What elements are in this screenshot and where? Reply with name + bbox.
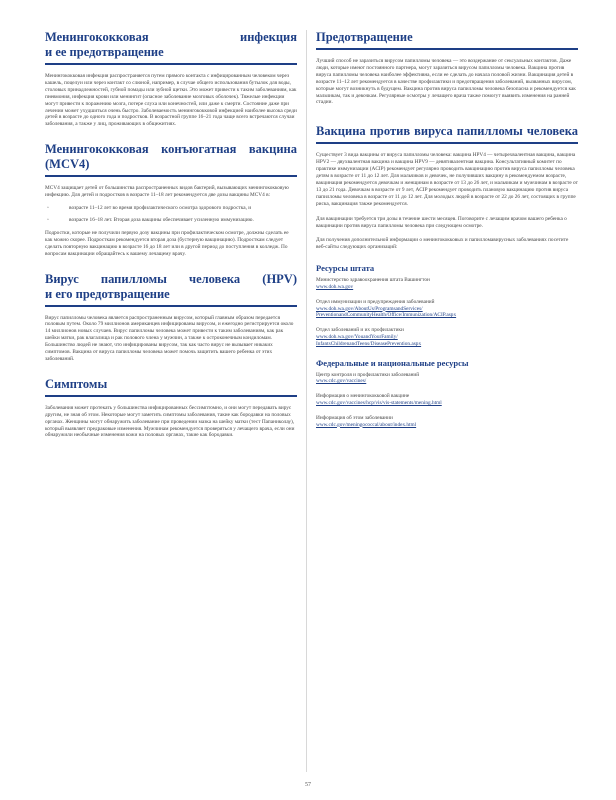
right-column bbox=[316, 30, 578, 438]
resource-link[interactable]: www.doh.wa.gov/AboutUs/ProgramsandServices/ bbox=[316, 305, 423, 312]
resource-label: Информация о менингококковой вакцине bbox=[316, 393, 410, 400]
hpv-title-line1: Вирус папилломы человека (HPV) bbox=[45, 271, 297, 286]
resource-link[interactable]: www.doh.wa.gov/YouandYourFamily/ bbox=[316, 334, 398, 340]
hpv-title-line2: и его предотвращение bbox=[45, 286, 170, 301]
hpv-heading bbox=[45, 272, 297, 307]
symptoms-text: Заболевания может протекать у большинства инфицированных бессимптомно, и они могут передавать вирус другим, не зная об этом. Некоторые могут заметить симптомы заболевания, такие как бородавки на половых органах. Женщины могут обнаружить заболевание при проведении мазка на шейку матки (тест Папаниколау), который выявляет предраковые изменения. Мужчинам рекомендуется проверяться у лечащего врача, если они обнаружили необычные изменения кожи на половых органах, такие как бородавки. bbox=[45, 404, 295, 439]
prevention-text: Лучший способ не заразиться вирусом папилломы человека — это воздержание от сексуальных контактов. Даже люди, которые имеют постоянного партнера, могут заразиться вирусом папилломы человека. Вакцина против вируса папилломы человека наиболее эффективна, если ее сделать до начала половой жизни. Вакцинация детей в возрасте 11–12 лет рекомендуется в качестве профилактики и предотвращения заболеваний, вызванных вирусом, которые могут возникнуть в будущем. Вакцина против вируса папилломы человека безопасна и рекомендуется как мальчикам, так и девочкам. Регулярные осмотры у лечащего врача также помогут выявить изменения на ранней стадии. bbox=[316, 58, 576, 106]
prevention-heading: Предотвращение bbox=[316, 30, 578, 50]
mcv4-bullet bbox=[45, 217, 297, 224]
hpv-vaccine-section bbox=[316, 124, 578, 251]
resource-item bbox=[316, 277, 578, 291]
state-resources-heading: Ресурсы штата bbox=[316, 263, 375, 274]
resource-item bbox=[316, 415, 578, 429]
hpv-vaccine-text: Существует 3 вида вакцины от вируса папилломы человека: вакцина HPV4 — четырехвалентная вакцина, вакцина HPV2 — двухвалентная вакцина и вакцина HPV9 — девятивалентная вакцина. Консультативный комитет по практике иммунизации (ACIP) рекомендует регулярно проводить вакцинацию против вируса папилломы человека детям в возрасте от 11 до 12 лет. Для мальчиков и девочек, не получивших вакцину в рекомендуемом возрасте, вакцинация рекомендуется девочкам и женщинам в возрасте от 13 до 26 лет, и мальчикам и мужчинам в возрасте от 13 до 21 года. Девочкам в возрасте от 9 лет, ACIP рекомендует проводить плановую вакцинацию против вируса папилломы человека в возрасте от 11 до 12 лет. Для молодых людей в возрасте от 22 до 26 лет, состоящих в группе риска, вакцинация также рекомендуется. bbox=[316, 152, 578, 207]
prevention-section bbox=[316, 30, 578, 106]
page-number: 57 bbox=[305, 782, 311, 788]
column-divider bbox=[306, 30, 307, 772]
resource-link[interactable]: www.doh.wa.gov bbox=[316, 284, 354, 291]
hpv-vaccine-doses: Для вакцинации требуется три дозы в течение шести месяцев. Поговорите с лечащим врачом вашего ребенка о вакцинации против вируса папилломы человека при следующем осмотре. bbox=[316, 215, 567, 229]
mcv4-bullets bbox=[45, 205, 297, 224]
meningococcal-heading bbox=[45, 30, 297, 65]
mcv4-bullet bbox=[45, 205, 297, 212]
mcv4-bullet-text: возрасте 11–12 лет во время профилактического осмотра здорового подростка, и bbox=[69, 205, 252, 212]
meningococcal-section bbox=[45, 30, 297, 128]
left-column bbox=[45, 30, 297, 449]
mcv4-outro: Подростки, которые не получили первую дозу вакцины при профилактическом осмотре, должны сделать ее как можно скорее. Подросткам рекомендуется вторая доза (бустерную вакцинацию). Подросткам следует сделать повторную вакцинацию в возрасте 16 до 18 лет или в другой период до поступления в колледж. По вопросам вакцинации обращайтесь к вашему лечащему врачу. bbox=[45, 229, 289, 257]
hpv-vaccine-more-info: Для получения дополнительной информации о менингококковых и папилломавирусных заболеваниях посетите веб-сайты следующих организаций: bbox=[316, 237, 569, 251]
federal-resources bbox=[316, 358, 578, 429]
resource-link[interactable]: PreventionandCommunityHealth/Office/Immunization/ACIP.aspx bbox=[316, 312, 457, 319]
resource-label: Министерство здравоохранения штата Вашингтон bbox=[316, 277, 430, 284]
bullet-icon: ◦ bbox=[47, 216, 49, 223]
resource-label: Центр контроля и профилактики заболеваний bbox=[316, 371, 420, 378]
mcv4-bullet-text: возрасте 16–18 лет. Вторая доза вакцины обеспечивает усиленную иммунизацию. bbox=[69, 216, 254, 223]
resource-link[interactable]: InfantsChildrenandTeens/DiseasePrevention.aspx bbox=[316, 340, 422, 347]
resource-item bbox=[316, 393, 578, 407]
mcv4-section bbox=[45, 142, 297, 257]
mcv4-intro: MCV4 защищает детей от большинства распространенных видов бактерий, вызывающих менингококковую инфекцию. Для детей и подростков в возрасте 11–18 лет рекомендуется две дозы вакцины MCV4 в: bbox=[45, 185, 289, 199]
hpv-vaccine-heading: Вакцина против вируса папилломы человека bbox=[316, 124, 578, 144]
bullet-icon: ◦ bbox=[47, 205, 49, 212]
federal-resources-heading: Федеральные и национальные ресурсы bbox=[316, 357, 469, 368]
resource-label: Отдел заболеваний и их профилактики bbox=[316, 327, 404, 334]
resource-item bbox=[316, 327, 578, 347]
symptoms-section bbox=[45, 377, 297, 440]
mcv4-heading: Менингококковая конъюгатная вакцина (MCV4) bbox=[45, 142, 297, 177]
resource-link[interactable]: www.cdc.gov/vaccines/hcp/vis/vis-statements/mening.html bbox=[316, 399, 442, 406]
symptoms-heading: Симптомы bbox=[45, 377, 297, 397]
meningococcal-title-line1: Менингококковая инфекция bbox=[45, 30, 297, 44]
meningococcal-text: Менингококковая инфекция распространяется путем прямого контакта с инфицированным человеком через кашель, поцелуи или через контакт со слюной, например, в случае общего использования бутылок для воды, столовых принадлежностей, губной помады или зубной щетки. Это может привести к таким заболеваниям, как пневмония, инфекция крови или менингит (опасное заболевание мозговых оболочек). Тяжелые инфекции могут привести к поражению мозга, потере слуха или конечностей, или даже к смерти. Состояние даже при лечении может ухудшиться очень быстро. Заболеваемость менингококковой инфекцией наиболее высока среди детей в возрасте до одного года и подростков. В возрастной группе 16–21 года чаще всего встречаются случаи заболевания, а также у лиц, проживающих в общежитиях. bbox=[45, 73, 297, 128]
resource-link[interactable]: www.cdc.gov/meningococcal/about/index.html bbox=[316, 421, 417, 428]
resource-link[interactable]: www.cdc.gov/vaccines/ bbox=[316, 378, 367, 385]
resource-item bbox=[316, 299, 578, 319]
hpv-section bbox=[45, 272, 297, 363]
resource-item bbox=[316, 372, 578, 386]
resource-label: Отдел иммунизации и предупреждения заболеваний bbox=[316, 298, 435, 305]
resource-label: Информация об этом заболевании bbox=[316, 414, 393, 421]
hpv-text: Вирус папилломы человека является распространенным вирусом, который главным образом передается половым путем. Около 79 миллионов американцев инфицированы вирусом, и ежегодно регистрируется около 14 миллионов новых случаев. Вирус папилломы человека может привести к таким заболеваниям, как рак шейки матки, рак влагалища и рак полового члена у мужчин, а также к остроконечным кондиломам. Большинство людей не знают, что инфицированы вирусом, так как часто вирус не вызывает никаких симптомов. Вакцина от вируса папилломы человека может помочь защитить вашего ребенка от этих заболеваний. bbox=[45, 314, 294, 362]
meningococcal-title-line2: и ее предотвращение bbox=[45, 45, 164, 59]
state-resources bbox=[316, 263, 578, 347]
